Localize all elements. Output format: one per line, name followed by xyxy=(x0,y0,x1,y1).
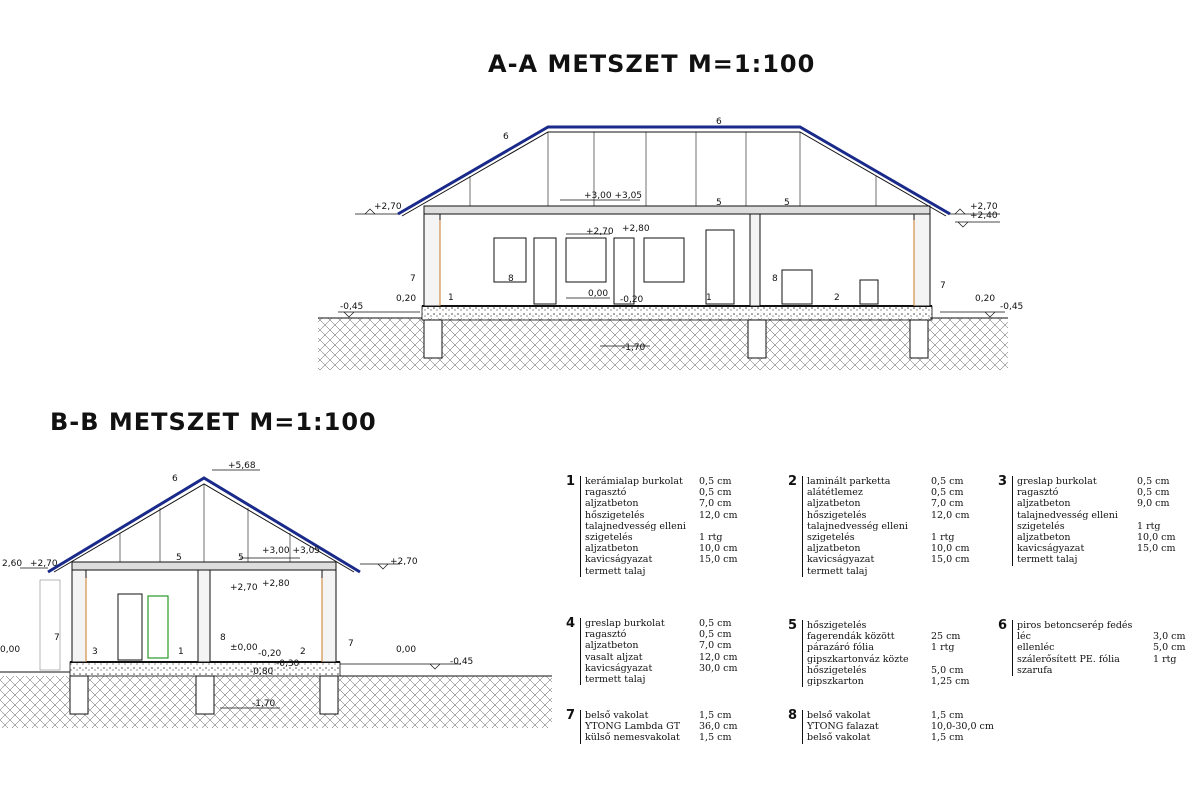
legend-layer-value: 5,0 cm xyxy=(931,664,964,676)
legend-number: 5 xyxy=(788,618,798,633)
legend-row xyxy=(807,732,994,743)
legend-layer-value: 3,0 cm xyxy=(1153,631,1186,643)
legend-row xyxy=(585,652,738,663)
legend-row xyxy=(585,532,738,543)
section-a-mark-5b: 5 xyxy=(784,198,790,208)
section-b-mark-8: 8 xyxy=(220,633,226,643)
legend-row xyxy=(1017,521,1176,532)
legend-number: 2 xyxy=(788,474,798,489)
legend-layer-name: belső vakolat xyxy=(807,732,871,744)
section-a-level-right-eave: +2,70 xyxy=(970,202,998,212)
section-a-mark-8a: 8 xyxy=(508,274,514,284)
legend-row xyxy=(807,631,970,642)
legend-layer-name: termett talaj xyxy=(807,565,868,577)
section-a-level-right-eave2: +2,40 xyxy=(970,211,998,221)
legend-row xyxy=(807,620,970,631)
legend-layer-name: talajnedvesség elleni xyxy=(807,520,908,532)
legend-layer-name: gipszkartonváz közte xyxy=(807,653,909,665)
legend-layer-name: párazáró fólia xyxy=(807,642,874,654)
legend-layer-value: 7,0 cm xyxy=(699,640,732,652)
legend-number: 8 xyxy=(788,708,798,723)
legend-row xyxy=(585,618,738,629)
section-a-mark-1b: 1 xyxy=(706,293,712,303)
section-b-cabinet xyxy=(148,596,168,658)
legend-layer-value: 36,0 cm xyxy=(699,721,738,733)
section-b-wall-left xyxy=(72,568,86,662)
legend-layer-name: belső vakolat xyxy=(585,710,649,721)
legend-layer-name: termett talaj xyxy=(585,674,646,686)
legend-layer-value: 1,25 cm xyxy=(931,676,970,688)
legend-layer-value: 12,0 cm xyxy=(699,509,738,521)
legend-row xyxy=(1017,620,1185,631)
legend-row xyxy=(585,721,738,732)
legend-layer-name: alátétlemez xyxy=(807,487,863,499)
section-a-mark-6a: 6 xyxy=(503,132,509,142)
legend-layer-name: hőszigetelés xyxy=(807,509,867,521)
legend-layer-name: aljzatbeton xyxy=(807,498,861,510)
legend-layer-name: kerámialap burkolat xyxy=(585,476,683,487)
legend-row xyxy=(585,732,738,743)
section-a-drawing xyxy=(318,117,1023,370)
section-a-level-floor-right: 0,20 xyxy=(975,294,996,304)
section-b-mark-1: 1 xyxy=(178,647,184,657)
legend-layer-name: szálerősített PE. fólia xyxy=(1017,653,1120,665)
legend-row xyxy=(585,663,738,674)
section-b-level-ceiling: +3,00 +3,05 xyxy=(262,546,321,556)
section-a-mark-6b: 6 xyxy=(716,117,722,127)
legend-row xyxy=(1017,532,1176,543)
legend-layer-name: termett talaj xyxy=(1017,554,1078,566)
section-a-level-ground-right: -0,45 xyxy=(1000,302,1024,312)
legend-layer-name: ragasztó xyxy=(1017,487,1059,499)
legend-row xyxy=(1017,487,1176,498)
legend-layer-name: ragasztó xyxy=(585,629,627,641)
legend-layer-name: kavicságyazat xyxy=(807,554,875,566)
section-a-level-floor-mid2: -0,20 xyxy=(620,295,644,305)
section-b-level-foundation: -1,70 xyxy=(252,699,276,709)
section-b-mark-2: 2 xyxy=(300,647,306,657)
legend-row xyxy=(585,640,738,651)
legend-row xyxy=(585,498,738,509)
legend-layer-name: aljzatbeton xyxy=(585,543,639,555)
legend-row xyxy=(585,566,738,577)
section-b-wall-mid xyxy=(198,568,210,662)
legend-row xyxy=(585,629,738,640)
legend-row xyxy=(807,676,970,687)
legend-layer-value: 1 rtg xyxy=(699,532,723,544)
legend-row xyxy=(807,532,970,543)
legend-layer-name: YTONG falazat xyxy=(807,721,879,733)
section-b-mark-7b: 7 xyxy=(348,639,354,649)
section-a-level-foundation: -1,70 xyxy=(622,343,646,353)
section-b-mark-7a: 7 xyxy=(54,633,60,643)
legend-layer-name: talajnedvesség elleni xyxy=(1017,509,1118,521)
legend-row xyxy=(807,566,970,577)
section-a-window-2 xyxy=(566,238,606,282)
section-b-title: B-B METSZET M=1:100 xyxy=(50,408,377,436)
legend-layer-value: 0,5 cm xyxy=(699,487,732,499)
legend-row xyxy=(807,498,970,509)
legend-layer-name: aljzatbeton xyxy=(807,543,861,555)
section-b-slab xyxy=(70,662,340,676)
legend-layer-name: YTONG Lambda GT xyxy=(585,721,681,733)
section-b-mark-5a: 5 xyxy=(176,553,182,563)
legend-layer-value: 15,0 cm xyxy=(699,554,738,566)
legend-layer-name: kavicságyazat xyxy=(585,554,653,566)
section-a-mark-7b: 7 xyxy=(940,281,946,291)
legend-layer-name: kavicságyazat xyxy=(585,662,653,674)
legend-layer-name: talajnedvesség elleni xyxy=(585,520,686,532)
legend-layer-value: 5,0 cm xyxy=(1153,642,1186,654)
section-a-ceiling xyxy=(424,206,930,214)
legend-layer-value: 1 rtg xyxy=(1137,520,1161,532)
legend-layer-value: 10,0 cm xyxy=(1137,532,1176,544)
legend-layer-name: kavicságyazat xyxy=(1017,543,1085,555)
legend-layer-name: aljzatbeton xyxy=(585,640,639,652)
legend-layer-value: 10,0 cm xyxy=(931,543,970,555)
section-b-level-right-eave: +2,70 xyxy=(390,557,418,567)
section-b-level-floor-under: -0,30 xyxy=(276,659,300,669)
legend-row xyxy=(807,665,970,676)
legend-layer-value: 0,5 cm xyxy=(1137,476,1170,487)
legend-layer-name: belső vakolat xyxy=(807,710,871,721)
legend-layer-value: 0,5 cm xyxy=(1137,487,1170,499)
section-a-foundation-left xyxy=(424,320,442,358)
section-a-mark-7a: 7 xyxy=(410,274,416,284)
legend-layer-name: szigetelés xyxy=(807,532,855,544)
legend-row xyxy=(585,476,738,487)
legend-layer-value: 1 rtg xyxy=(931,532,955,544)
legend-layer-value: 0,5 cm xyxy=(699,476,732,487)
section-a-level-floor-mid: 0,00 xyxy=(588,289,609,299)
legend-layer-value: 1,5 cm xyxy=(699,732,732,744)
legend-layer-value: 10,0 cm xyxy=(699,543,738,555)
legend-number: 1 xyxy=(566,474,576,489)
section-a-mark-2: 2 xyxy=(834,293,840,303)
legend-row xyxy=(807,554,970,565)
legend-layer-value: 15,0 cm xyxy=(1137,543,1176,555)
legend-row xyxy=(1017,631,1185,642)
legend-row xyxy=(1017,554,1176,565)
legend-layer-value: 1 rtg xyxy=(1153,653,1177,665)
legend-number: 4 xyxy=(566,616,576,631)
section-b-mark-5b: 5 xyxy=(238,553,244,563)
legend-layer-name: vasalt aljzat xyxy=(585,651,643,663)
section-b-mark-3: 3 xyxy=(92,647,98,657)
legend-row xyxy=(807,654,970,665)
legend-layer-value: 12,0 cm xyxy=(931,509,970,521)
legend-layer-name: termett talaj xyxy=(585,565,646,577)
legend-layer-value: 7,0 cm xyxy=(931,498,964,510)
legend-row xyxy=(1017,654,1185,665)
legend-row xyxy=(585,674,738,685)
legend-layer-value: 12,0 cm xyxy=(699,651,738,663)
section-a-mark-1a: 1 xyxy=(448,293,454,303)
legend-layer-name: aljzatbeton xyxy=(1017,532,1071,544)
legend-layer-value: 7,0 cm xyxy=(699,498,732,510)
legend-layer-value: 0,5 cm xyxy=(699,629,732,641)
legend-number: 3 xyxy=(998,474,1008,489)
section-a-slab xyxy=(422,306,932,320)
legend-layer-name: szarufa xyxy=(1017,664,1053,676)
section-a-door-1 xyxy=(534,238,556,304)
section-a-foundation-mid xyxy=(748,320,766,358)
section-b-mark-6: 6 xyxy=(172,474,178,484)
legend-row xyxy=(585,521,738,532)
legend-layer-value: 1,5 cm xyxy=(931,732,964,744)
legend-layer-name: szigetelés xyxy=(1017,520,1065,532)
section-b-level-left-floor: 0,00 xyxy=(0,645,21,655)
legend-row xyxy=(1017,543,1176,554)
legend-layer-value: 15,0 cm xyxy=(931,554,970,566)
legend-row xyxy=(585,487,738,498)
legend-layer-name: gipszkarton xyxy=(807,676,864,688)
legend-row xyxy=(807,476,970,487)
section-a-level-ceiling-h: +2,70 xyxy=(586,227,614,237)
legend-layer-name: aljzatbeton xyxy=(1017,498,1071,510)
section-a-level-ceiling-h2: +2,80 xyxy=(622,224,650,234)
section-b-door xyxy=(118,594,142,660)
section-a-furniture xyxy=(782,270,812,304)
section-b-foundation-mid xyxy=(196,676,214,714)
section-a-wall-mid xyxy=(750,212,760,306)
legend-layer-value: 0,5 cm xyxy=(931,487,964,499)
legend-row xyxy=(807,642,970,653)
section-b-level-floor-mid: ±0,00 xyxy=(230,643,258,653)
legend-number: 7 xyxy=(566,708,576,723)
legend-layer-value: 1,5 cm xyxy=(699,710,732,721)
legend-layer-name: ellenléc xyxy=(1017,642,1055,654)
section-a-ground xyxy=(318,318,1008,370)
legend-layer-name: hőszigetelés xyxy=(807,664,867,676)
legend-layer-name: ragasztó xyxy=(585,487,627,499)
legend-row xyxy=(585,710,738,721)
section-b-ceiling xyxy=(72,562,336,570)
legend-row xyxy=(807,510,970,521)
legend-row xyxy=(807,543,970,554)
legend-row xyxy=(585,554,738,565)
legend-row xyxy=(1017,498,1176,509)
legend-layer-name: aljzatbeton xyxy=(585,498,639,510)
section-a-title: A-A METSZET M=1:100 xyxy=(488,50,816,78)
section-a-level-floor-left: 0,20 xyxy=(396,294,417,304)
section-a-level-left-eave: +2,70 xyxy=(374,202,402,212)
legend-row xyxy=(1017,665,1185,676)
section-b-level-left-eave: +2,70 xyxy=(30,559,58,569)
section-a-wall-right xyxy=(914,212,930,306)
legend-layer-name: piros betoncserép fedés xyxy=(1017,620,1133,631)
section-b-level-ceiling-h: +2,70 xyxy=(230,583,258,593)
legend-row xyxy=(807,521,970,532)
legend-layer-name: hőszigetelés xyxy=(585,509,645,521)
legend-row xyxy=(1017,476,1176,487)
section-b-level-floor-mid2: -0,20 xyxy=(258,649,282,659)
legend-layer-value: 9,0 cm xyxy=(1137,498,1170,510)
legend-layer-name: greslap burkolat xyxy=(1017,476,1097,487)
section-a-wall-left xyxy=(424,212,440,306)
legend-row xyxy=(1017,642,1185,653)
legend-layer-name: léc xyxy=(1017,631,1031,643)
section-b-drawing xyxy=(0,461,552,728)
legend-layer-value: 0,5 cm xyxy=(931,476,964,487)
legend-row xyxy=(585,510,738,521)
legend-layer-value: 1,5 cm xyxy=(931,710,964,721)
section-b-wall-right xyxy=(322,568,336,662)
section-b-level-right-floor: 0,00 xyxy=(396,645,417,655)
legend-layer-value: 1 rtg xyxy=(931,642,955,654)
section-b-level-ceiling-h2: +2,80 xyxy=(262,579,290,589)
legend-layer-name: külső nemesvakolat xyxy=(585,732,680,744)
section-b-foundation-right xyxy=(320,676,338,714)
legend-row xyxy=(1017,510,1176,521)
section-b-level-left-eave2: 2,60 xyxy=(2,559,23,569)
legend-layer-name: greslap burkolat xyxy=(585,618,665,629)
section-b-level-right-ground: -0,45 xyxy=(450,657,474,667)
section-a-level-ceiling: +3,00 +3,05 xyxy=(584,191,643,201)
legend-layer-name: laminált parketta xyxy=(807,476,891,487)
legend-layer-value: 30,0 cm xyxy=(699,662,738,674)
legend-layer-value: 0,5 cm xyxy=(699,618,732,629)
legend-layer-value: 25 cm xyxy=(931,631,961,643)
legend-number: 6 xyxy=(998,618,1008,633)
legend-row xyxy=(807,487,970,498)
legend-layer-name: hőszigetelés xyxy=(807,620,867,631)
section-b-level-ridge: +5,68 xyxy=(228,461,256,471)
section-a-mark-5a: 5 xyxy=(716,198,722,208)
legend-row xyxy=(585,543,738,554)
legend-layer-value: 10,0-30,0 cm xyxy=(931,721,994,733)
section-b-level-floor-under2: -0,80 xyxy=(250,667,274,677)
legend-row xyxy=(807,721,994,732)
legend-row xyxy=(807,710,994,721)
section-a-foundation-right xyxy=(910,320,928,358)
legend-layer-name: szigetelés xyxy=(585,532,633,544)
section-a-mark-8b: 8 xyxy=(772,274,778,284)
legend-layer-name: fagerendák között xyxy=(807,631,895,643)
section-a-level-ground-left: -0,45 xyxy=(340,302,364,312)
section-b-foundation-left xyxy=(70,676,88,714)
section-a-window-3 xyxy=(644,238,684,282)
